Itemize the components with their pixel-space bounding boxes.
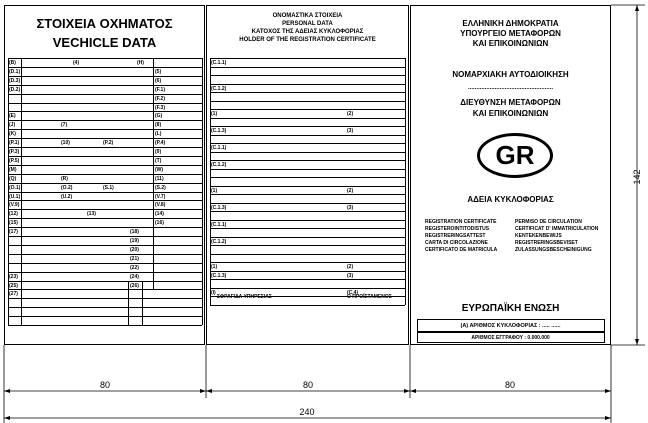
header-line-1: ΕΛΛΗΝΙΚΗ ΔΗΜΟΚΡΑΤΙΑ <box>462 19 559 28</box>
header-line-3: ΚΑΙ ΕΠΙΚΟΙΝΩΝΙΩΝ <box>472 39 549 48</box>
panel2-heading-4: HOLDER OF THE REGISTRATION CERTIFICATE <box>239 37 376 43</box>
vehicle-field-label: (O.2) <box>61 184 73 191</box>
personal-field-label: (3) <box>347 128 354 134</box>
vehicle-field-label: (L) <box>155 131 162 138</box>
vehicle-field-label: (13) <box>87 211 96 218</box>
license-title: ΑΔΕΙΑ ΚΥΚΛΟΦΟΡΙΑΣ <box>467 195 554 204</box>
vehicle-field-label: (P.4) <box>155 140 166 147</box>
vehicle-field-label: (W) <box>155 166 164 173</box>
personal-field-label: (1) <box>211 187 218 194</box>
vehicle-field-label: (P.3) <box>9 149 20 155</box>
personal-field-label: (1) <box>211 111 218 117</box>
country-code: GR <box>495 140 535 170</box>
panel2-heading-2: PERSONAL DATA <box>282 21 333 27</box>
vehicle-field-label: (B) <box>9 60 16 66</box>
vehicle-field-label: (27) <box>9 291 18 298</box>
lang-left-2: REGISTRERINGSATTEST <box>425 233 486 239</box>
vehicle-field-label: (V.9) <box>9 202 20 209</box>
vehicle-field-label: (9) <box>155 149 162 155</box>
panel2-heading-1: ΟΝΟΜΑΣΤΙΚΑ ΣΤΟΙΧΕΙΑ <box>272 13 343 19</box>
vehicle-field-label: (26) <box>130 282 139 289</box>
vehicle-field-label: (5) <box>155 68 162 75</box>
vehicle-field-label: (D.2) <box>9 86 21 93</box>
registration-number: (Α) ΑΡΙΘΜΟΣ ΚΥΚΛΟΦΟΡΙΑΣ : ..... ...... <box>460 323 561 329</box>
vehicle-field-label: (V.7) <box>155 193 166 200</box>
lang-right-3: REGISTRERINGSBEVISET <box>515 240 578 246</box>
vehicle-field-label: (P.2) <box>103 140 114 147</box>
vehicle-field-label: (16) <box>155 220 164 227</box>
chief-label: Ο ΠΡΟΪΣΤΑΜΕΝΟΣ <box>347 294 392 300</box>
vehicle-field-label: (4) <box>73 60 80 66</box>
personal-field-label: (C.1.1) <box>211 221 227 228</box>
personal-field-label: (2) <box>347 111 354 117</box>
personal-field-label: (1) <box>211 264 218 270</box>
vehicle-field-label: (M) <box>9 166 17 173</box>
lang-left-3: CARTA DI CIRCOLAZIONE <box>425 240 488 246</box>
vehicle-field-label: (19) <box>130 238 139 244</box>
panel1-title-en: VECHICLE DATA <box>52 35 157 50</box>
vehicle-field-label: (24) <box>130 273 139 280</box>
lang-right-1: CERTIFICAT D' IMMATRICULATION <box>515 226 599 232</box>
personal-field-label: (2) <box>347 187 354 194</box>
vehicle-field-label: (S.1) <box>103 184 114 191</box>
lang-right-0: PERMISO DE CIRCULATION <box>515 219 582 225</box>
vehicle-field-label: (R) <box>61 175 68 182</box>
vehicle-field-label: (F.1) <box>155 86 165 93</box>
personal-field-label: (C.1.2) <box>211 238 227 245</box>
vehicle-field-label: (T) <box>155 157 162 164</box>
vehicle-field-label: (K) <box>9 131 16 138</box>
dim-width-2: 80 <box>302 380 313 390</box>
personal-field-label: (C.1.1) <box>211 145 227 151</box>
dim-total: 240 <box>299 407 315 417</box>
vehicle-field-label: (12) <box>9 211 18 218</box>
vehicle-field-label: (P.5) <box>9 157 20 164</box>
document-number: ΑΡΙΘΜΟΣ ΕΓΓΡΑΦΟΥ : 0.000.000 <box>471 335 550 341</box>
stamp-label: ΣΦΡΑΓΙΔΑ ΥΠΗΡΕΣΙΑΣ <box>217 294 272 300</box>
vehicle-field-label: (F.2) <box>155 95 165 102</box>
personal-field-label: (3) <box>347 204 354 211</box>
vehicle-field-label: (O.1) <box>9 184 21 191</box>
vehicle-field-label: (25) <box>9 282 18 289</box>
vehicle-field-label: (22) <box>130 264 139 271</box>
vehicle-field-label: (7) <box>61 122 68 129</box>
vehicle-field-label: (G) <box>155 113 163 120</box>
personal-field-label: (I) <box>211 289 216 296</box>
lang-right-4: ZULASSUNGSBESCHEINIGUNG <box>515 247 592 253</box>
vehicle-field-label: (H) <box>137 60 144 66</box>
direction-line-1: ΔΙΕΥΘΥΝΣΗ ΜΕΤΑΦΟΡΩΝ <box>460 98 561 107</box>
dim-width-3: 80 <box>504 380 515 390</box>
vehicle-field-label: (D.1) <box>9 68 21 75</box>
vehicle-field-label: (10) <box>61 140 70 147</box>
dotted-line: ................................................... <box>467 85 554 91</box>
lang-left-0: REGISTRATION CERTIFICATE <box>425 219 497 225</box>
vehicle-field-label: (17) <box>9 229 18 236</box>
lang-right-2: KENTEKENBEWIJS <box>515 233 562 239</box>
vehicle-field-label: (S.2) <box>155 184 166 191</box>
vehicle-field-label: (23) <box>9 273 18 280</box>
lang-left-4: CERTIFICATO DE MATRICULA <box>425 247 498 253</box>
personal-field-label: (C.4) <box>347 289 359 296</box>
vehicle-field-label: (21) <box>130 255 139 262</box>
vehicle-field-label: (P.1) <box>9 140 20 147</box>
direction-line-2: ΚΑΙ ΕΠΙΚΟΙΝΩΝΙΩΝ <box>472 109 549 118</box>
prefecture-label: ΝΟΜΑΡΧΙΑΚΗ ΑΥΤΟΔΙΟΙΚΗΣΗ <box>452 70 569 79</box>
personal-field-label: (C.1.3) <box>211 128 227 134</box>
vehicle-field-label: (F.3) <box>155 104 165 111</box>
vehicle-field-label: (U.2) <box>61 193 73 200</box>
vehicle-field-label: (U.1) <box>9 193 21 200</box>
personal-field-label: (C.1.2) <box>211 85 227 92</box>
header-line-2: ΥΠΟΥΡΓΕΙΟ ΜΕΤΑΦΟΡΩΝ <box>460 29 561 38</box>
vehicle-field-label: (8) <box>155 122 162 129</box>
vehicle-field-label: (18) <box>130 229 139 236</box>
personal-field-label: (C.1.1) <box>211 60 227 66</box>
vehicle-field-label: (15) <box>9 220 18 227</box>
vehicle-field-label: (6) <box>155 77 162 84</box>
panel2-heading-3: ΚΑΤΟΧΟΣ ΤΗΣ ΑΔΕΙΑΣ ΚΥΚΛΟΦΟΡΙΑΣ <box>251 29 364 35</box>
dim-height: 142 <box>632 169 642 185</box>
lang-left-1: REGISTEROINTITODISTUS <box>425 226 490 232</box>
vehicle-field-label: (V.8) <box>155 202 166 209</box>
vehicle-field-label: (Q) <box>9 175 17 182</box>
vehicle-field-label: (J) <box>9 122 16 129</box>
dim-width-1: 80 <box>99 380 110 390</box>
vehicle-field-label: (14) <box>155 211 164 218</box>
personal-field-label: (C.1.3) <box>211 204 227 211</box>
vehicle-field-label: (D.3) <box>9 77 21 84</box>
personal-field-label: (3) <box>347 272 354 279</box>
eu-label: ΕΥΡΩΠΑΪΚΗ ΕΝΩΣΗ <box>461 303 560 314</box>
personal-field-label: (C.1.2) <box>211 162 227 168</box>
personal-field-label: (C.1.3) <box>211 272 227 279</box>
vehicle-field-label: (20) <box>130 246 139 253</box>
personal-field-label: (2) <box>347 264 354 270</box>
vehicle-field-label: (E) <box>9 113 16 120</box>
panel1-title-gr: ΣΤΟΙΧΕΙΑ ΟΧΗΜΑΤΟΣ <box>36 16 173 31</box>
vehicle-field-label: (11) <box>155 175 164 182</box>
